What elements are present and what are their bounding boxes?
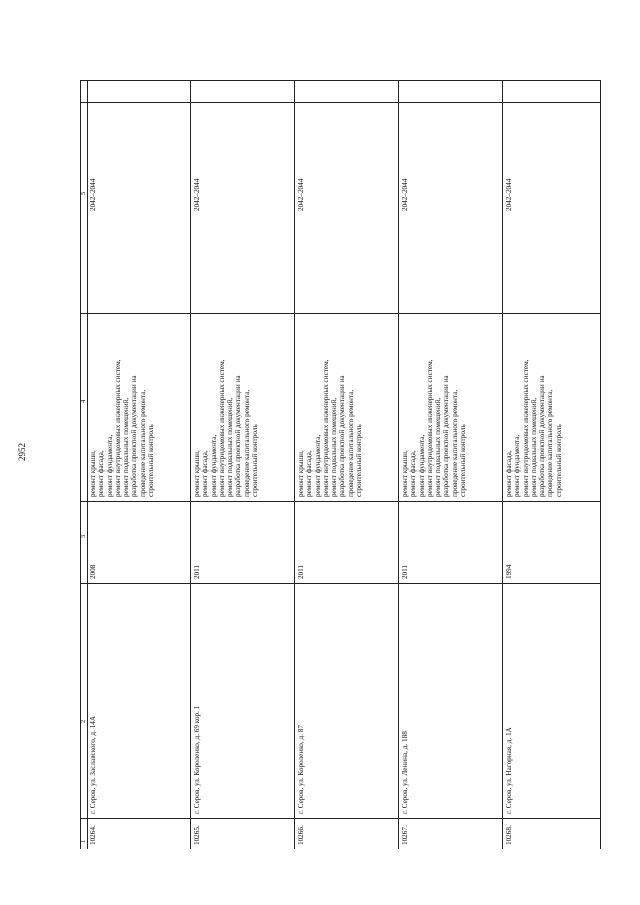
table-row [191,81,295,849]
column-number-4: 4 [80,399,87,403]
work-item: ремонт крыши, [193,450,201,497]
row-period: 2042–2044 [193,178,201,211]
row-address: г. Серов, ул. Короленко, д. 87 [297,725,305,814]
row-address: г. Серов, ул. Нагорная, д. 1А [505,727,513,814]
table-row [503,81,601,849]
work-item: проведение капитального ремонта, [546,389,555,497]
row-number: 10265. [193,825,201,845]
work-item: ремонт подвальных помещений, [226,397,235,497]
row-period: 2042–2044 [401,178,409,211]
row-address: г. Серов, ул. Короленко, д. 69 кор. 1 [193,705,201,814]
work-item: ремонт фундамента, [209,434,218,497]
row-year: 1994 [505,564,513,579]
work-item: ремонт фасада, [97,450,106,497]
work-item: ремонт фундамента, [105,434,114,497]
work-item: проведение капитального ремонта, [242,389,251,497]
work-item: ремонт подвальных помещений, [330,397,339,497]
table-row [295,81,399,849]
work-item: ремонт фасада, [409,450,418,497]
row-works [401,360,467,497]
work-item: ремонт подвальных помещений, [529,397,538,497]
row-period: 2042–2044 [89,178,97,211]
work-item: ремонт подвальных помещений, [434,397,443,497]
work-item: ремонт крыши, [89,450,97,497]
row-period: 2042–2044 [297,178,305,211]
work-item: ремонт фасада, [201,450,210,497]
column-number-5: 5 [80,191,87,195]
work-item: строительный контроль [459,424,468,497]
row-period: 2042–2044 [505,178,513,211]
work-item: ремонт внутридомовых инженерных систем, [217,359,226,497]
work-item: строительный контроль [554,424,563,497]
work-item: строительный контроль [147,424,156,497]
table-row [399,81,503,849]
work-item: ремонт внутридомовых инженерных систем, [425,359,434,497]
work-item: ремонт фундамента, [417,434,426,497]
row-works [505,360,563,497]
work-item: проведение капитального ремонта, [346,389,355,497]
work-item: ремонт фасада, [305,450,314,497]
row-year: 2011 [401,564,409,579]
row-year: 2011 [193,564,201,579]
row-works [297,360,363,497]
work-item: разработка проектной документации на [442,375,451,497]
row-works [89,360,155,497]
row-year: 2011 [297,564,305,579]
row-address: г. Серов, ул. Заславского, д. 14А [89,715,97,814]
capital-repair-table [80,80,601,849]
work-item: проведение капитального ремонта, [450,389,459,497]
work-item: ремонт фундамента, [313,434,322,497]
work-item: проведение капитального ремонта, [138,389,147,497]
work-item: ремонт подвальных помещений, [122,397,131,497]
column-number-3: 3 [80,534,87,538]
row-number: 10268. [505,825,513,845]
row-year: 2008 [89,564,97,579]
page-number: 2952 [17,443,27,461]
work-item: ремонт фундамента, [513,434,522,497]
row-number: 10267. [401,825,409,845]
table-row [87,81,191,849]
work-item: ремонт внутридомовых инженерных систем, [321,359,330,497]
work-item: ремонт крыши, [297,450,305,497]
work-item: ремонт крыши, [401,450,409,497]
row-number: 10266. [297,825,305,845]
work-item: разработка проектной документации на [130,375,139,497]
work-item: строительный контроль [355,424,364,497]
row-works [193,360,259,497]
column-number-1: 1 [80,839,87,843]
row-address: г. Серов, ул. Ленина, д. 188 [401,731,409,814]
work-item: ремонт внутридомовых инженерных систем, [113,359,122,497]
row-number: 10264. [89,825,97,845]
work-item: разработка проектной документации на [538,375,547,497]
work-item: ремонт фасада, [505,450,513,497]
work-item: ремонт внутридомовых инженерных систем, [521,359,530,497]
work-item: разработка проектной документации на [234,375,243,497]
column-number-2: 2 [80,719,87,723]
work-item: разработка проектной документации на [338,375,347,497]
work-item: строительный контроль [251,424,260,497]
